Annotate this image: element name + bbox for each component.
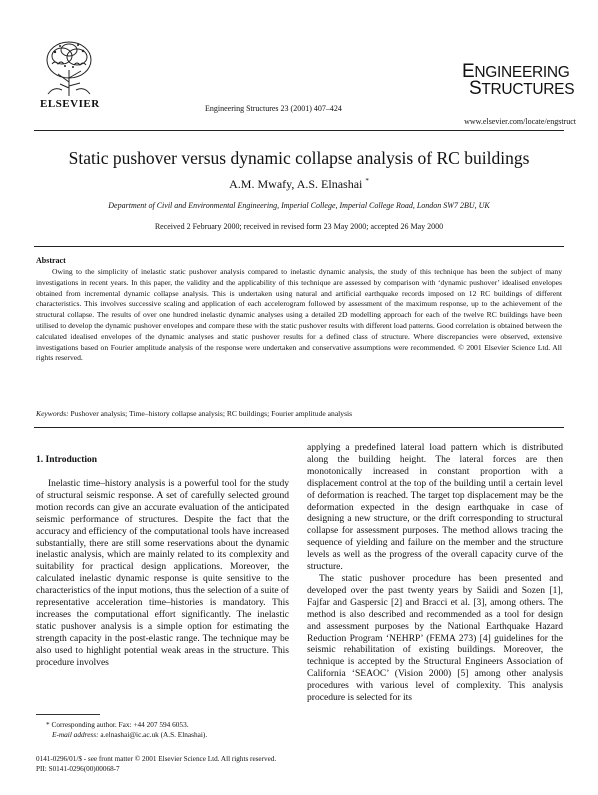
journal-url-link[interactable]: www.elsevier.com/locate/engstruct — [464, 117, 576, 126]
abstract-heading: Abstract — [36, 256, 66, 265]
abstract-top-rule — [34, 246, 564, 247]
footnote-email-link[interactable]: a.elnashai@ic.ac.uk (A.S. Elnashai). — [98, 730, 208, 739]
footnote-rule — [36, 714, 100, 715]
authors-text: A.M. Mwafy, A.S. Elnashai — [229, 177, 363, 191]
footnote-email-label: E-mail address: — [52, 730, 99, 739]
section-heading-introduction: 1. Introduction — [36, 455, 98, 465]
abstract-text: Owing to the simplicity of inelastic static pushover analysis compared to inelastic dynamic analysis, the study of this technique has been the subject of many investigations in recent years. In this paper, the validity and the applicability of this technique are assessed by comparison with ‘dynamic pushover’ idealised envelopes obtained from incremental dynamic collapse analysis. This is undertaken using natural and artificial earthquake records imposed on 12 RC buildings of different characteristics. This involves successive scaling and application of each accelerogram followed by assessment of the maximum response, up to the achievement of the structural collapse. The results of over one hundred inelastic dynamic analyses using a detailed 2D modelling approach for each of the twelve RC buildings have been utilised to develop the dynamic pushover envelopes and compare these with the static pushover results with different load patterns. Good correlation is obtained between the calculated idealised envelopes of the dynamic analyses and static pushover results for a defined class of structure. Where discrepancies were observed, extensive investigations based on Fourier amplitude analysis of the response were undertaken and conservative assumptions were recommended. © 2001 Elsevier Science Ltd. All rights reserved. — [36, 267, 562, 363]
footnote-corresponding-author: * Corresponding author. Fax: +44 207 594 6053. — [46, 720, 189, 729]
journal-logo-cap-2: S — [469, 78, 482, 99]
abstract-bottom-rule — [34, 427, 564, 428]
paragraph: Inelastic time–history analysis is a powerful tool for the study of structural seismic response. A set of carefully selected ground motion records can give an accurate evaluation of the anticipated seismic performance of structures. Despite the fact that the accuracy and efficiency of the computational tools have increased substantially, there are still some reservations about the dynamic inelastic analysis, which are mainly related to its complexity and suitability for practical design applications. Moreover, the calculated inelastic dynamic response is quite sensitive to the characteristics of the input motions, thus the selection of a suite of representative acceleration time–histories is mandatory. This increases the computational effort significantly. The inelastic static pushover analysis is a simple option for estimating the strength capacity in the post-elastic range. The technique may be also used to highlight potential weak areas in the structure. This procedure involves — [36, 478, 289, 668]
keywords-label: Keywords: — [36, 409, 69, 418]
paragraph: The static pushover procedure has been presented and developed over the past twenty years by Saiidi and Sozen [1], Fajfar and Gaspersic [2] and Bracci et al. [3], among others. The method is also described and recommended as a tool for design and assessment purposes by the National Earthquake Hazard Reduction Program ‘NEHRP’ (FEMA 273) [4] guidelines for the seismic rehabilitation of existing buildings. Moreover, the technique is accepted by the Structural Engineers Association of California ‘SEAOC’ (Vision 2000) [5] among other analysis procedures with various level of complexity. This analysis procedure is selected for its — [307, 572, 563, 704]
keywords-list: Pushover analysis; Time–history collapse analysis; RC buildings; Fourier amplitude analysis — [68, 409, 353, 418]
left-column — [36, 478, 289, 669]
footnote — [46, 720, 207, 740]
page-footer — [36, 754, 276, 774]
keywords — [36, 409, 352, 418]
journal-reference: Engineering Structures 23 (2001) 407–424 — [205, 104, 342, 113]
journal-logo-word-2: TRUCTURES — [481, 81, 575, 98]
author-affiliation: Department of Civil and Environmental Engineering, Imperial College, Imperial College Road, London SW7 2BU, UK — [108, 201, 490, 210]
publisher-logo — [40, 38, 98, 108]
paragraph: applying a predefined lateral load pattern which is distributed along the building height. The lateral forces are then monotonically increased in constant proportion with a displacement control at the top of the building until a certain level of deformation is reached. The target top displacement may be the deformation expected in the design earthquake in case of designing a new structure, or the drift corresponding to structural collapse for assessment purposes. The method allows tracing the sequence of yielding and failure on the member and the structure levels as well as the progress of the overall capacity curve of the structure. — [307, 442, 563, 573]
header-rule — [34, 130, 564, 131]
footer-pii: PII: S0141-0296(00)00068-7 — [36, 765, 120, 773]
journal-logo-cap-1: E — [462, 61, 475, 82]
article-title: Static pushover versus dynamic collapse analysis of RC buildings — [68, 148, 530, 168]
footer-copyright: 0141-0296/01/$ - see front matter © 2001 Elsevier Science Ltd. All rights reserved. — [36, 755, 277, 763]
journal-logo — [462, 61, 575, 99]
corresponding-author-mark[interactable]: * — [365, 177, 369, 185]
elsevier-tree-icon — [40, 38, 98, 98]
article-dates: Received 2 February 2000; received in revised form 23 May 2000; accepted 26 May 2000 — [154, 222, 444, 231]
publisher-name: ELSEVIER — [40, 98, 100, 110]
author-list — [0, 177, 598, 192]
journal-logo-word-1: NGINEERING — [474, 64, 570, 81]
right-column — [307, 442, 563, 704]
